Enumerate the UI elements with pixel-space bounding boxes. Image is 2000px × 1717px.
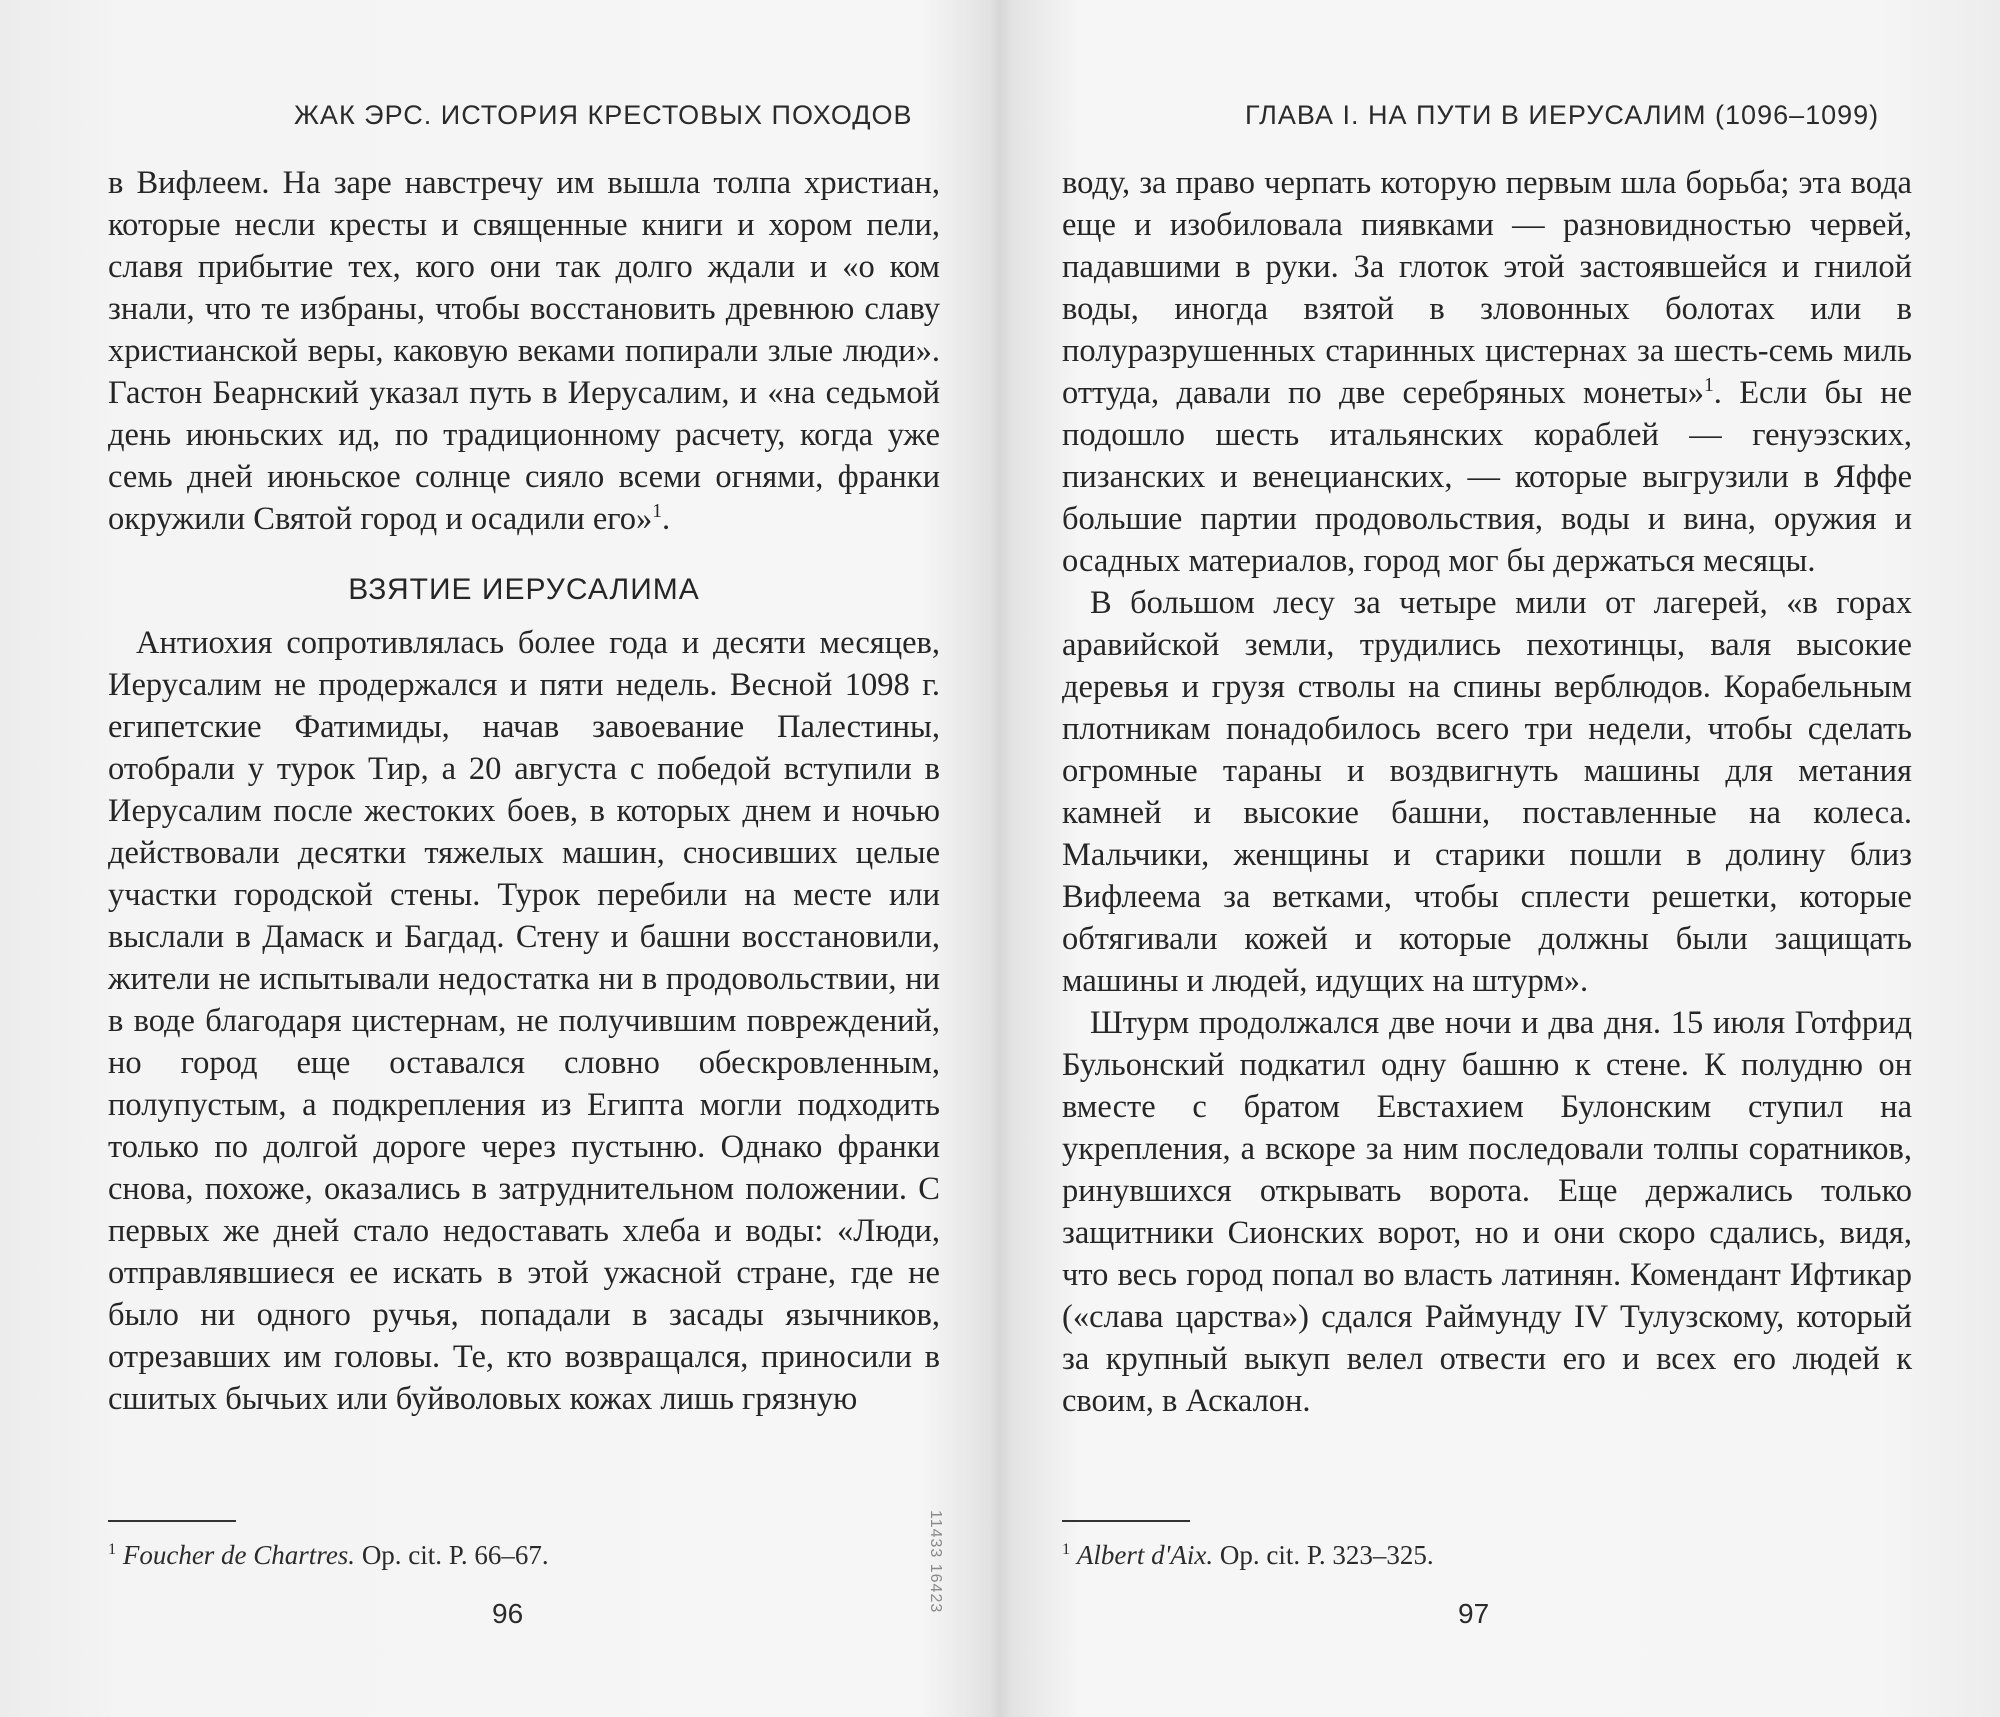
footnote-source-right: Op. cit. P. 323–325. [1219, 1540, 1434, 1570]
right-page [1010, 0, 2000, 1717]
left-paragraph-2: Антиохия сопротивлялась более года и десяти месяцев, Иерусалим не продержался и пяти недель. Весной 1098 г. египетские Фатимиды, начав завоевание Палестины, отобрали у турок Тир, а 20 августа с победой вступили в Иерусалим после жестоких боев, в которых днем и ночью действовали десятки тяжелых машин, сносивших целые участки городской стены. Турок перебили на месте или выслали в Дамаск и Багдад. Стену и башни восстановили, жители не испытывали недостатка ни в продовольствии, ни в воде благодаря цистернам, не получившим повреждений, но город еще оставался словно обескровленным, полупустым, а подкрепления из Египта могли подходить только по долгой дороге через пустыню. Однако франки снова, похоже, оказались в затруднительном положении. С первых же дней стало недоставать хлеба и воды: «Люди, отправлявшиеся ее искать в этой ужасной стране, где не было ни одного ручья, попадали в засады язычников, отрезавших им головы. Те, кто возвращался, приносили в сшитых бычьих или буйволовых кожах лишь грязную [108, 625, 940, 1417]
right-paragraph-1-continuation: . Если бы не подошло шесть итальянских кораблей — генуэзских, пизанских и венецианских, — которые выгрузили в Яффе большие партии продовольствия, воды и вина, оружия и осадных материалов, город мог бы держаться месяцы. [1062, 375, 1913, 579]
footnote-left [108, 1540, 549, 1571]
running-head-right: ГЛАВА I. НА ПУТИ В ИЕРУСАЛИМ (1096–1099) [1245, 100, 1880, 130]
footnote-author-right: Albert d'Aix. [1076, 1540, 1214, 1570]
footnote-source-left: Op. cit. P. 66–67. [361, 1540, 549, 1570]
footnote-number-right: 1 [1062, 1540, 1071, 1558]
right-paragraph-3: Штурм продолжался две ночи и два дня. 15 июля Готфрид Бульонский подкатил одну башню к стене. К полудню он вместе с братом Евстахием Булонским ступил на укрепления, а вскоре за ним последовали толпы соратников, ринувшихся открывать ворота. Еще держались только защитники Сионских ворот, но и они скоро сдались, видя, что весь город попал во власть латинян. Комендант Ифтикар («слава царства») сдался Раймунду IV Тулузскому, который за крупный выкуп велел отвести его и всех его людей к своим, в Аскалон. [1062, 1005, 1912, 1419]
footnote-right [1062, 1540, 1434, 1571]
page-number-right: 97 [1458, 1598, 1490, 1629]
gutter-print-mark: 11433 16423 [927, 1510, 944, 1614]
left-paragraph-1 [108, 162, 940, 540]
right-paragraph-1 [1062, 162, 1912, 582]
left-page [0, 0, 990, 1717]
footnote-number-left: 1 [108, 1540, 117, 1558]
right-paragraph-1-text: воду, за право черпать которую первым шла борьба; эта вода еще и изобиловала пиявками — разновидностью червей, падавшими в руки. За глоток этой застоявшейся и гнилой воды, иногда взятой в зловонных болотах или в полуразрушенных старинных цистернах за шесть-семь миль оттуда, давали по две серебряных монеты» [1062, 165, 1912, 411]
footnote-rule-right [1062, 1520, 1190, 1522]
page-number-left: 96 [492, 1598, 524, 1629]
footnote-ref-right: 1 [1703, 375, 1714, 397]
left-page-body [108, 162, 940, 1420]
footnote-ref-left: 1 [652, 501, 663, 523]
left-paragraph-1-end: . [662, 501, 671, 537]
right-page-body [1062, 162, 1912, 1422]
right-paragraph-2: В большом лесу за четыре мили от лагерей, «в горах аравийской земли, трудились пехотинцы, валя высокие деревья и грузя стволы на спины верблюдов. Корабельным плотникам понадобилось всего три недели, чтобы сделать огромные тараны и воздвигнуть машины для метания камней и высокие башни, поставленные на колеса. Мальчики, женщины и старики пошли в долину близ Вифлеема за ветками, чтобы сплести решетки, которые обтягивали кожей и которые должны были защищать машины и людей, идущих на штурм». [1062, 585, 1912, 999]
section-heading: ВЗЯТИЕ ИЕРУСАЛИМА [348, 573, 700, 606]
footnote-rule-left [108, 1520, 236, 1522]
running-head-left: ЖАК ЭРС. ИСТОРИЯ КРЕСТОВЫХ ПОХОДОВ [294, 100, 913, 130]
left-paragraph-1-text: в Вифлеем. На заре навстречу им вышла толпа христиан, которые несли кресты и священные книги и хором пели, славя прибытие тех, кого они так долго ждали и «о ком знали, что те избраны, чтобы восстановить древнюю славу христианской веры, каковую веками попирали злые люди». Гастон Беарнский указал путь в Иерусалим, и «на седьмой день июньских ид, по традиционному расчету, когда уже семь дней июньское солнце сияло всеми огнями, франки окружили Святой город и осадили его» [108, 165, 940, 537]
footnote-author-left: Foucher de Chartres. [122, 1540, 356, 1570]
